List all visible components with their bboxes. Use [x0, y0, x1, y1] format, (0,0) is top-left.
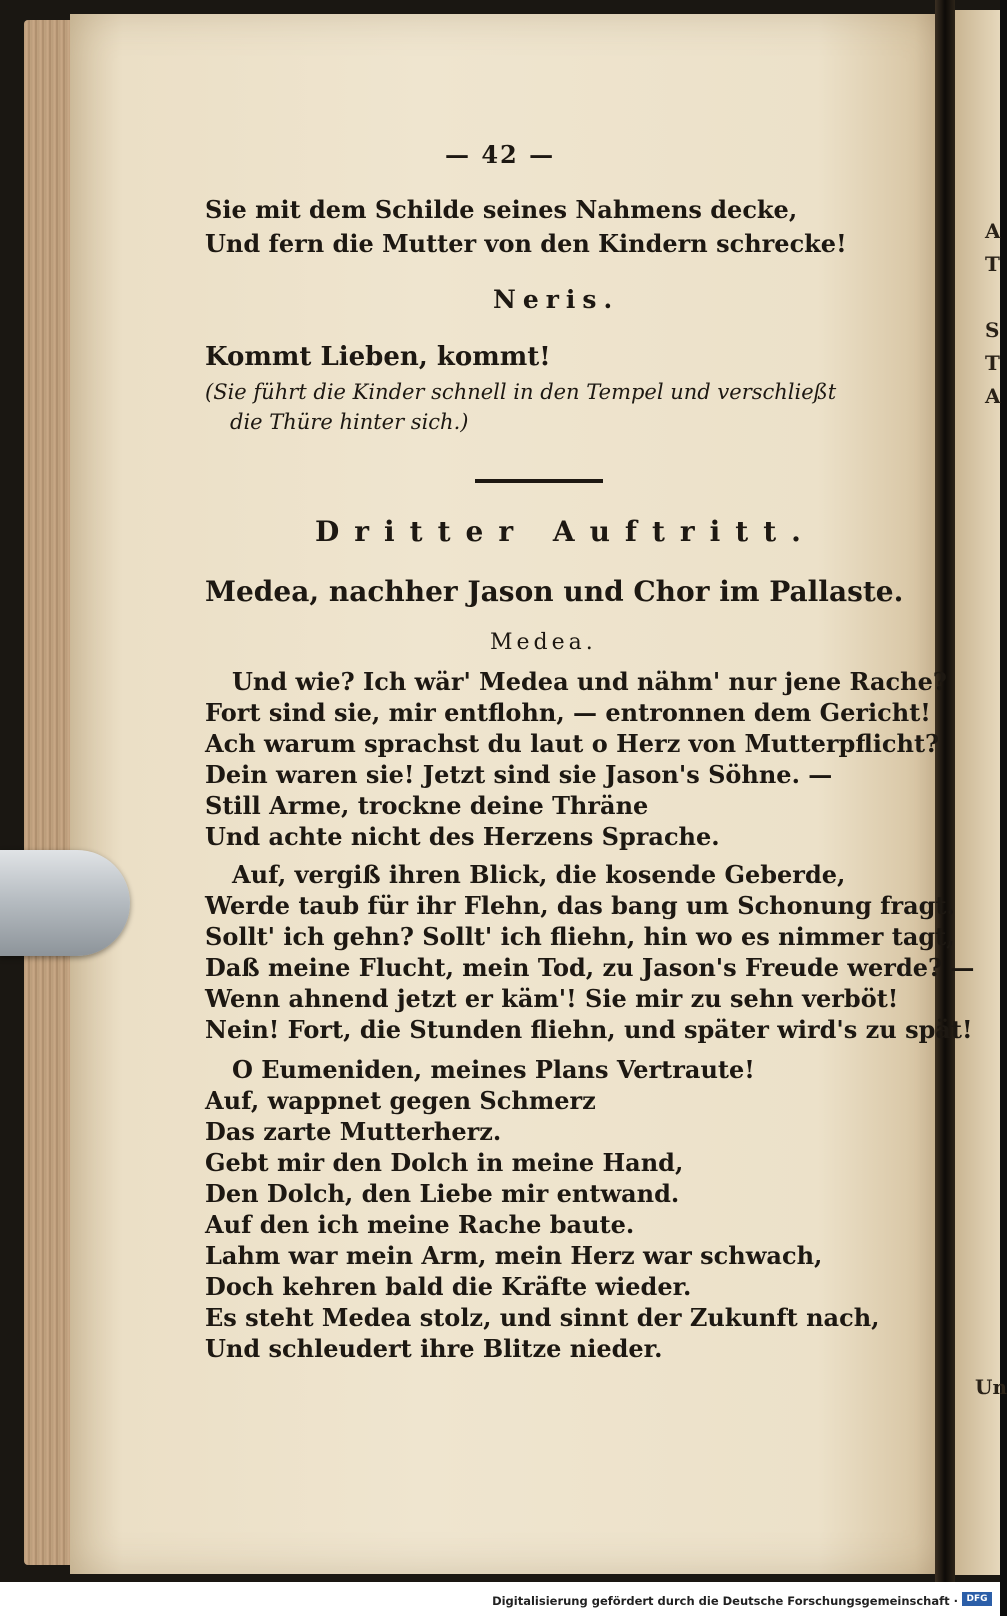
verse-line: Das zarte Mutterherz.	[205, 1117, 502, 1146]
speaker-neris: Neris.	[493, 285, 620, 314]
facing-page-letters	[985, 215, 1000, 413]
book-gutter	[935, 0, 955, 1582]
verse-line: Lahm war mein Arm, mein Herz war schwach,	[205, 1241, 823, 1270]
verse-line: Doch kehren bald die Kräfte wieder.	[205, 1272, 692, 1301]
neris-line: Kommt Lieben, kommt!	[205, 342, 551, 372]
verse-line: Gebt mir den Dolch in meine Hand,	[205, 1148, 684, 1177]
verse-line: Auf, wappnet gegen Schmerz	[205, 1086, 596, 1115]
verse-line: Und schleudert ihre Blitze nieder.	[205, 1334, 663, 1363]
facing-letter	[985, 281, 1000, 314]
facing-page-bottom: Un	[975, 1375, 1007, 1399]
verse-line: Dein waren sie! Jetzt sind sie Jason's Söhne. —	[205, 760, 833, 789]
section-rule	[475, 479, 603, 483]
speaker-medea: Medea.	[490, 630, 597, 655]
page-clip	[0, 850, 130, 956]
verse-line: Sollt' ich gehn? Sollt' ich fliehn, hin wo es nimmer tagt,	[205, 922, 955, 951]
verse-line: Sie mit dem Schilde seines Nahmens decke,	[205, 195, 798, 224]
verse-line: Auf, vergiß ihren Blick, die kosende Geberde,	[232, 860, 846, 889]
facing-letter: A	[985, 219, 1001, 243]
verse-line: Den Dolch, den Liebe mir entwand.	[205, 1179, 680, 1208]
verse-line: Und achte nicht des Herzens Sprache.	[205, 822, 720, 851]
verse-line: Auf den ich meine Rache baute.	[205, 1210, 635, 1239]
facing-letter: S	[985, 318, 1000, 342]
verse-line: Daß meine Flucht, mein Tod, zu Jason's Freude werde? —	[205, 953, 975, 982]
verse-line: Es steht Medea stolz, und sinnt der Zukunft nach,	[205, 1303, 880, 1332]
facing-letter: A	[985, 384, 1001, 408]
verse-line: Und wie? Ich wär' Medea und nähm' nur jene Rache?	[232, 667, 947, 696]
verse-line: Fort sind sie, mir entflohn, — entronnen dem Gericht!	[205, 698, 931, 727]
stage-direction: (Sie führt die Kinder schnell in den Tempel und verschließt	[205, 380, 837, 404]
page-number: — 42 —	[445, 140, 556, 169]
dfg-logo: DFG	[962, 1592, 992, 1606]
facing-letter: T	[985, 252, 1000, 276]
verse-line: O Eumeniden, meines Plans Vertraute!	[232, 1055, 755, 1084]
funding-credit: Digitalisierung gefördert durch die Deutsche Forschungsgemeinschaft ·	[492, 1594, 958, 1608]
verse-line: Ach warum sprachst du laut o Herz von Mutterpflicht?	[205, 729, 940, 758]
verse-line: Still Arme, trockne deine Thräne	[205, 791, 649, 820]
scene-subtitle: Medea, nachher Jason und Chor im Pallaste.	[205, 575, 904, 608]
scene-title: Dritter Auftritt.	[315, 515, 816, 548]
verse-line: Werde taub für ihr Flehn, das bang um Schonung fragt.	[205, 891, 955, 920]
verse-line: Und fern die Mutter von den Kindern schrecke!	[205, 229, 847, 258]
verse-line: Nein! Fort, die Stunden fliehn, und später wird's zu spät!	[205, 1015, 973, 1044]
stage-direction: die Thüre hinter sich.)	[230, 410, 469, 434]
verse-line: Wenn ahnend jetzt er käm'! Sie mir zu sehn verböt!	[205, 984, 899, 1013]
facing-letter: T	[985, 351, 1000, 375]
